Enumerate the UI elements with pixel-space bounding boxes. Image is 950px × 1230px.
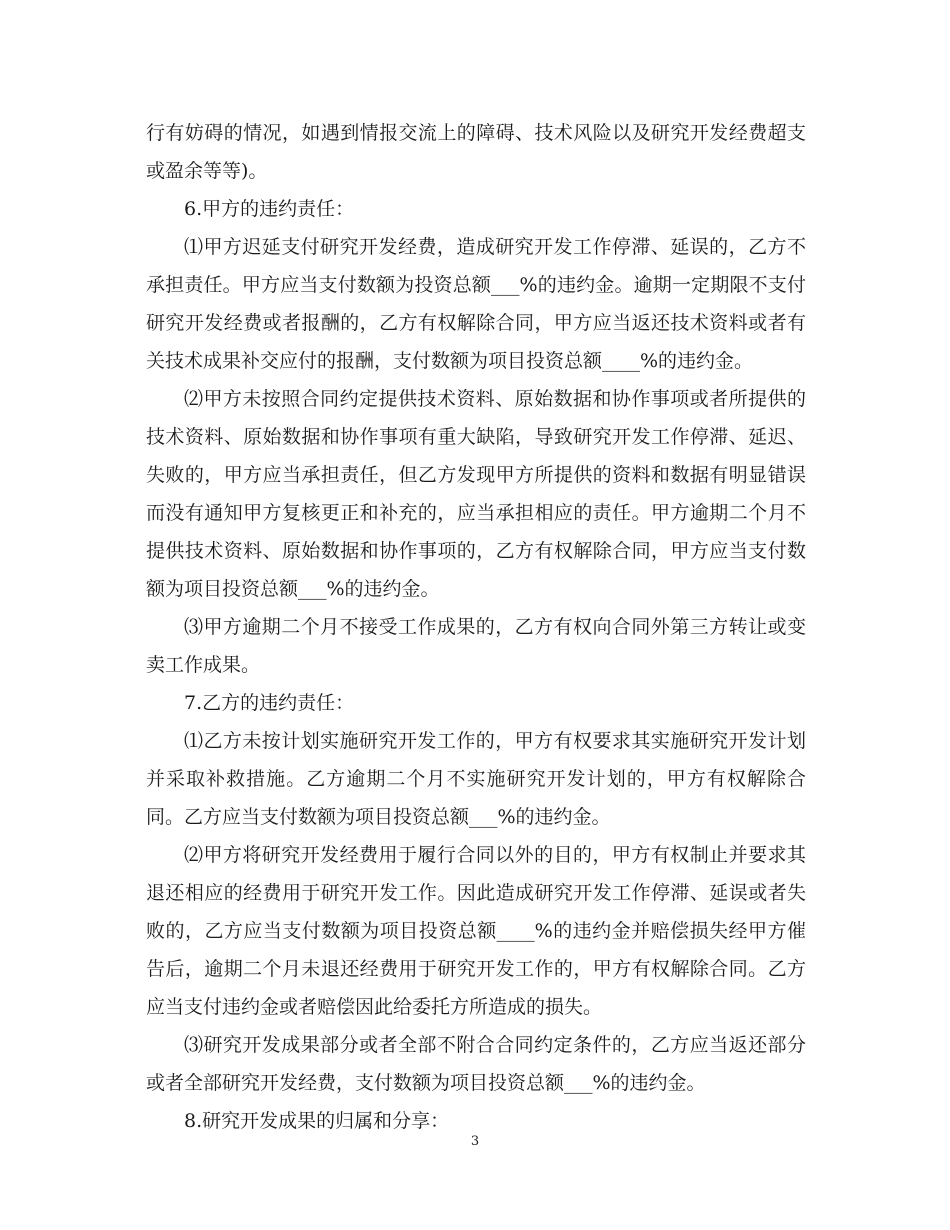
page-number: 3 <box>470 1134 480 1149</box>
paragraph-continuation: 行有妨碍的情况，如遇到情报交流上的障碍、技术风险以及研究开发经费超支或盈余等等)。 <box>146 122 806 182</box>
section-heading-results-ownership: 8.研究开发成果的归属和分享： <box>184 1110 450 1132</box>
clause-party-b-3: ⑶研究开发成果部分或者全部不附合合同约定条件的，乙方应当返还部分或者全部研究开发经费，支付数额为项目投资总额___%的违约金。 <box>146 1034 806 1094</box>
section-heading-party-b-liability: 7.乙方的违约责任： <box>184 692 355 714</box>
clause-party-a-1: ⑴甲方迟延支付研究开发经费，造成研究开发工作停滞、延误的，乙方不承担责任。甲方应当支付数额为投资总额___%的违约金。逾期一定期限不支付研究开发经费或者报酬的，乙方有权解除合同，甲方应当返还技术资料或者有关技术成果补交应付的报酬，支付数额为项目投资总额____%的违约金。 <box>146 236 806 372</box>
clause-party-b-1: ⑴乙方未按计划实施研究开发工作的，甲方有权要求其实施研究开发计划并采取补救措施。乙方逾期二个月不实施研究开发计划的，甲方有权解除合同。乙方应当支付数额为项目投资总额___%的违约金。 <box>146 730 806 828</box>
section-heading-party-a-liability: 6.甲方的违约责任： <box>184 198 355 220</box>
clause-party-a-2: ⑵甲方未按照合同约定提供技术资料、原始数据和协作事项或者所提供的技术资料、原始数据和协作事项有重大缺陷，导致研究开发工作停滞、延迟、失败的，甲方应当承担责任，但乙方发现甲方所提供的资料和数据有明显错误而没有通知甲方复核更正和补充的，应当承担相应的责任。甲方逾期二个月不提供技术资料、原始数据和协作事项的，乙方有权解除合同，甲方应当支付数额为项目投资总额___%的违约金。 <box>146 388 806 600</box>
clause-party-a-3: ⑶甲方逾期二个月不接受工作成果的，乙方有权向合同外第三方转让或变卖工作成果。 <box>146 616 806 676</box>
document-body <box>146 114 806 1140</box>
clause-party-b-2: ⑵甲方将研究开发经费用于履行合同以外的目的，甲方有权制止并要求其退还相应的经费用于研究开发工作。因此造成研究开发工作停滞、延误或者失败的，乙方应当支付数额为项目投资总额____%的违约金并赔偿损失经甲方催告后，逾期二个月未退还经费用于研究开发工作的，甲方有权解除合同。乙方应当支付违约金或者赔偿因此给委托方所造成的损失。 <box>146 844 806 1018</box>
